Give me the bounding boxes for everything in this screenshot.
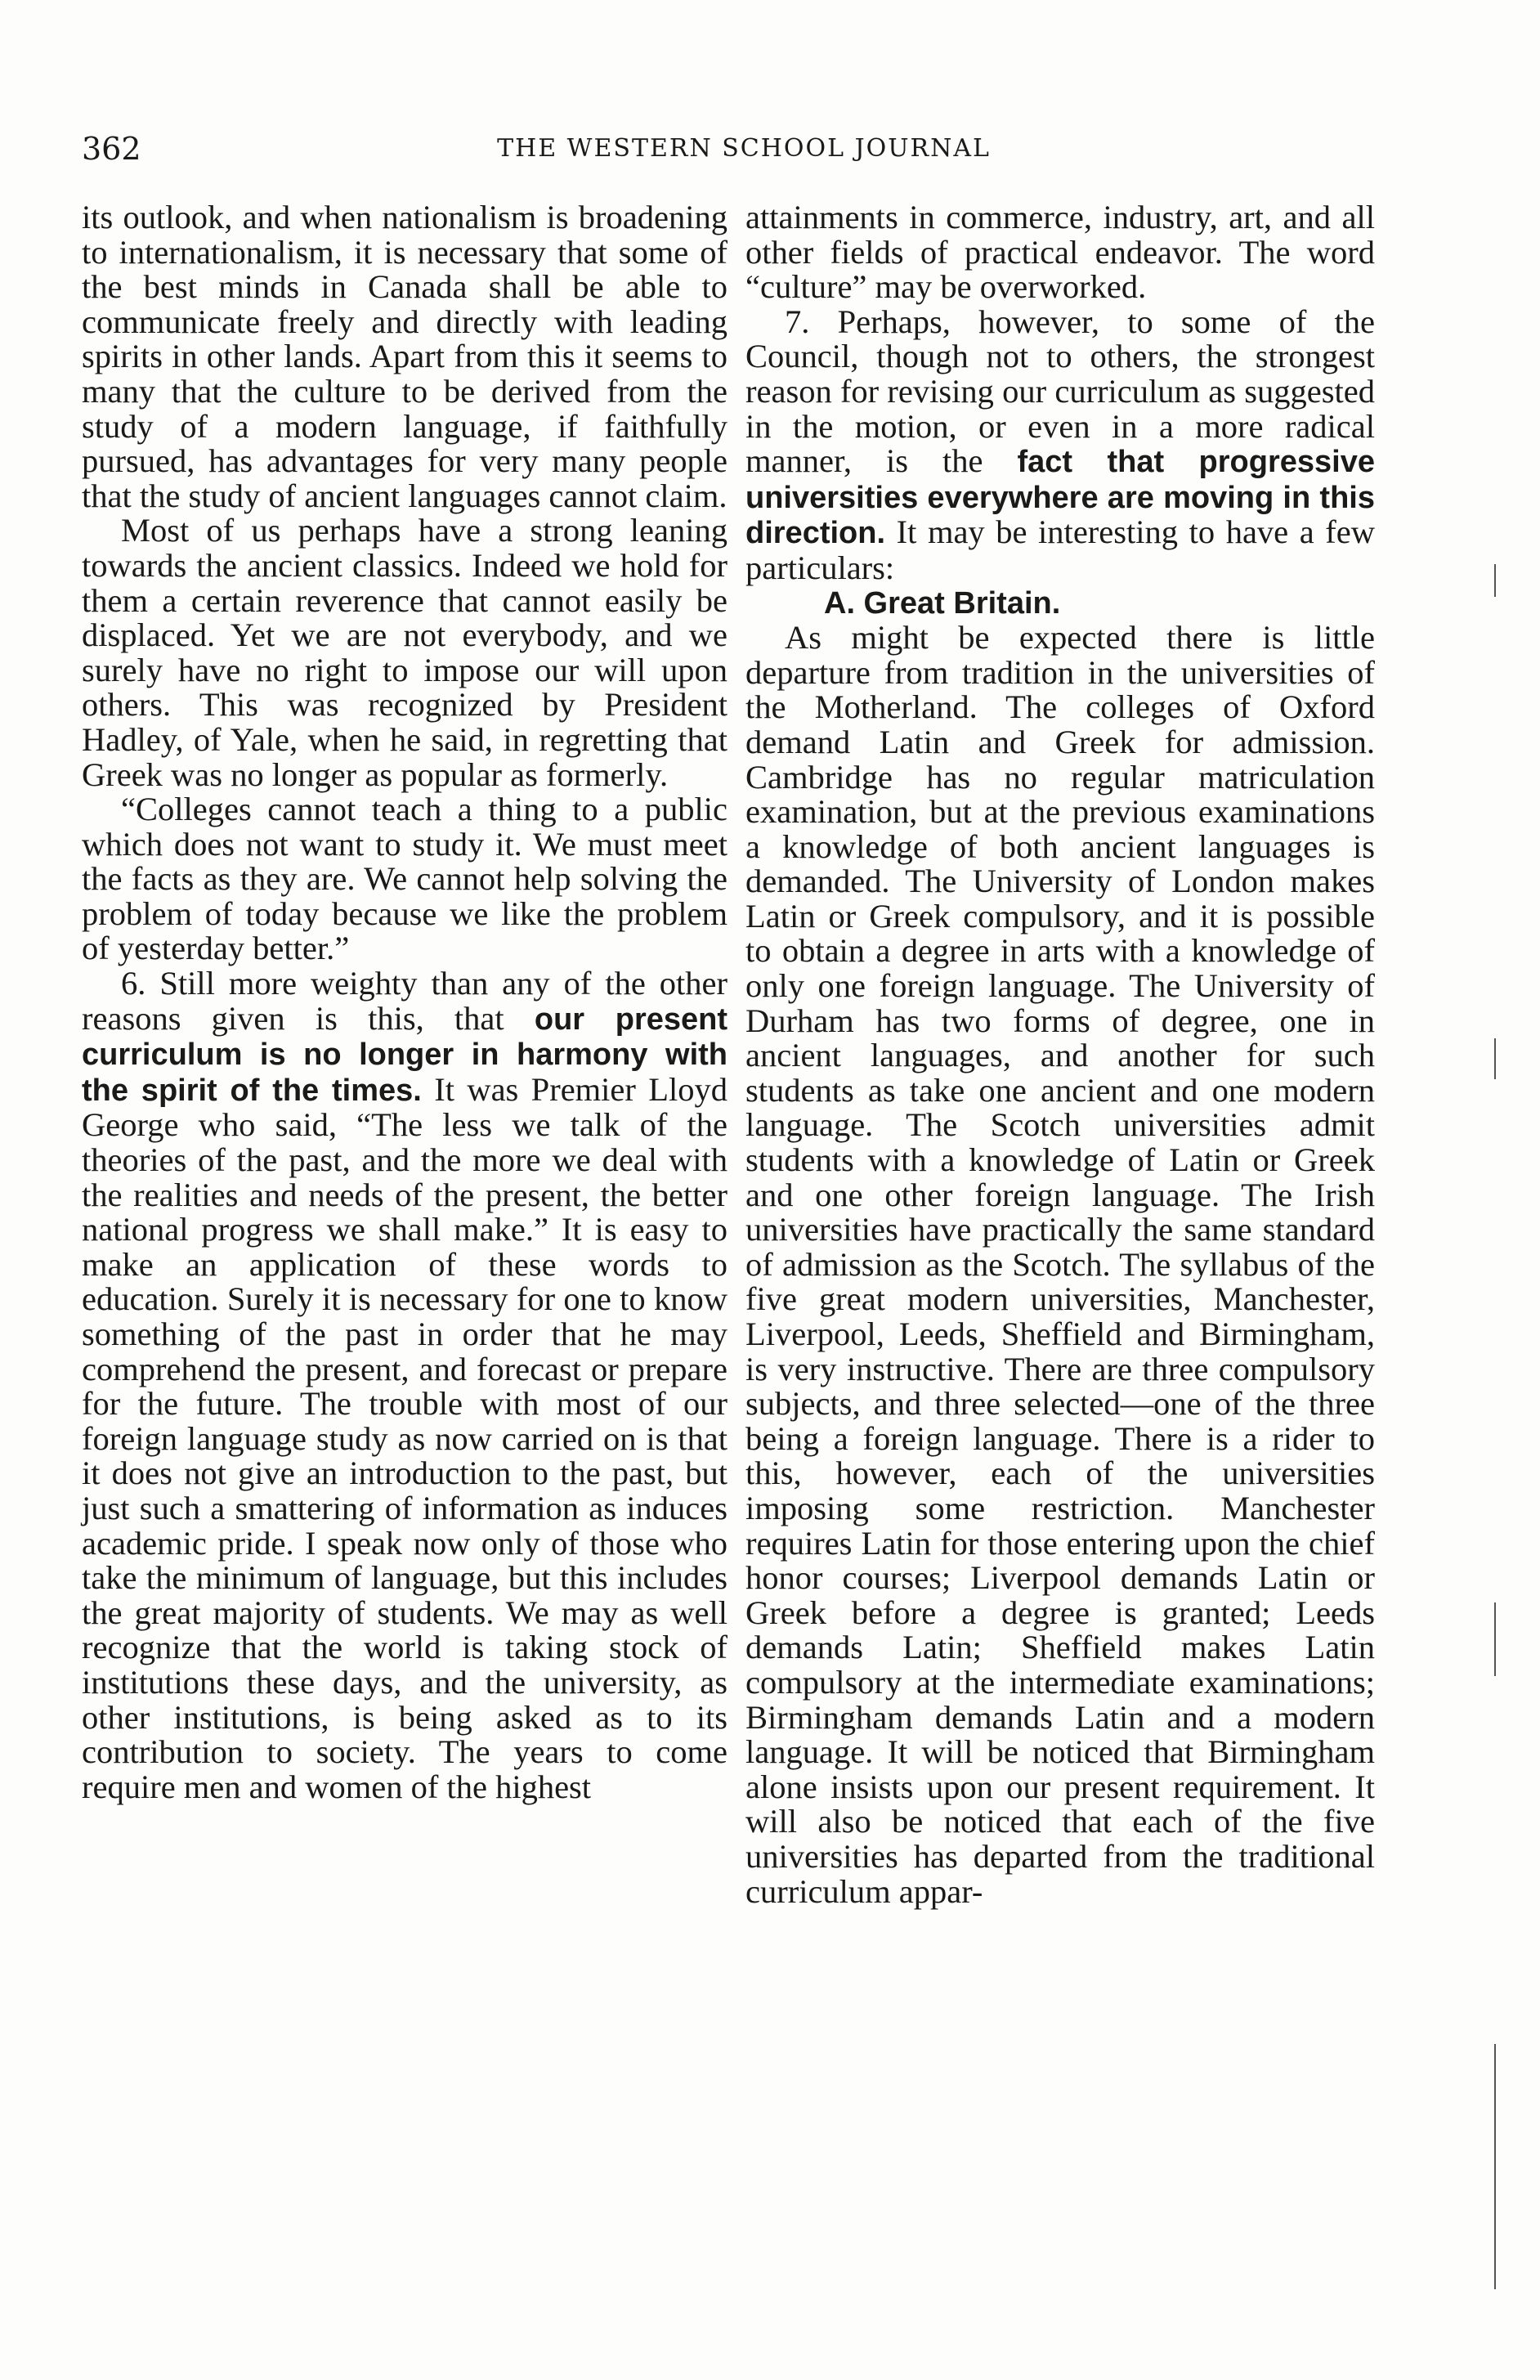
margin-mark bbox=[1494, 1602, 1496, 1676]
right-column bbox=[745, 200, 1375, 1909]
paragraph-ancient-classics: Most of us perhaps have a strong leaning towards the ancient classics. Indeed we hold for them a certain reverence that cannot easily be displaced. Yet we are not everybody, and we surely have no right to impose our will upon others. This was recognized by President Hadley, of Yale, when he said, in regretting that Greek was no longer as popular as formerly. bbox=[82, 512, 727, 793]
margin-mark bbox=[1494, 564, 1496, 597]
reason-7-continuation: It may be interesting to have a few particulars: bbox=[745, 513, 1375, 586]
reason-6-text: 6. Still more weighty than any of the other reasons given is this, that bbox=[82, 965, 727, 1037]
paragraph-great-britain: As might be expected there is little departure from tradition in the universities of the Motherland. The colleges of Oxford demand Latin and Greek for admission. Cambridge has no regular matriculation examination, but at the previous examinations a knowledge of both ancient languages is demanded. The University of London makes Latin or Greek compulsory, and it is possible to obtain a degree in arts with a knowledge of only one foreign language. The University of Durham has two forms of degree, one in ancient languages, and another for such students as take one ancient and one modern language. The Scotch universities admit students with a knowledge of Latin or Greek and one other foreign language. The Irish universities have practically the same standard of admission as the Scotch. The syllabus of the five great modern universities, Manchester, Liverpool, Leeds, Sheffield and Birmingham, is very instructive. There are three compulsory subjects, and three selected—one of the three being a foreign language. There is a rider to this, however, each of the universities imposing some restriction. Manchester requires Latin for those entering upon the chief honor courses; Liverpool demands Latin or Greek before a degree is granted; Leeds demands Latin; Sheffield makes Latin compulsory at the intermediate examinations; Birmingham demands Latin and a modern language. It will be noticed that Birmingham alone insists upon our present requirement. It will also be noticed that each of the five universities has departed from the traditional curriculum appar- bbox=[745, 619, 1375, 1910]
reason-6-continuation: It was Premier Lloyd George who said, “The less we talk of the theories of the past, and the more we deal with the realities and needs of the present, the better national progress we shall make.” It is easy to make an application of these words to education. Surely it is necessary for one to know something of the past in order that he may comprehend the present, and forecast or prepare for the future. The trouble with most of our foreign language study as now carried on is that it does not give an introduction to the past, but just such a smattering of information as induces academic pride. I speak now only of those who take the minimum of language, but this includes the great majority of students. We may as well recognize that the world is taking stock of institutions these days, and the university, as other institutions, is being asked as to its contribution to society. The years to come require men and women of the highest bbox=[82, 1070, 727, 1805]
paragraph-reason-7 bbox=[745, 305, 1375, 586]
paragraph-reason-6 bbox=[82, 966, 727, 1804]
paragraph-attainments: attainments in commerce, industry, art, and all other fields of practical endeavor. The word “culture” may be overworked. bbox=[745, 199, 1375, 306]
reason-7-emphasis: fact that progressive universities everywhere are moving in this direction. bbox=[745, 445, 1375, 551]
running-head bbox=[82, 131, 1406, 172]
left-column bbox=[82, 200, 727, 1804]
margin-mark bbox=[1494, 1038, 1496, 1079]
section-heading-great-britain: A. Great Britain. bbox=[824, 585, 1061, 621]
journal-title: THE WESTERN SCHOOL JOURNAL bbox=[497, 134, 991, 163]
quote-hadley: “Colleges cannot teach a thing to a public which does not want to study it. We must meet the facts as they are. We cannot help solving the problem of today because we like the problem of yesterday better.” bbox=[82, 791, 727, 967]
reason-7-text: 7. Perhaps, however, to some of the Council, though not to others, the strongest reason for revising our curriculum as suggested in the motion, or even in a more radical manner, is the bbox=[745, 303, 1375, 480]
paragraph-outlook: its outlook, and when nationalism is broadening to internationalism, it is necessary that some of the best minds in Canada shall be able to communicate freely and directly with leading spirits in other lands. Apart from this it seems to many that the culture to be derived from the study of a modern language, if faithfully pursued, has advantages for very many people that the study of ancient languages cannot claim. bbox=[82, 199, 727, 514]
margin-mark bbox=[1494, 2044, 1496, 2289]
reason-6-emphasis: our present curriculum is no longer in harmony with the spirit of the times. bbox=[82, 1002, 727, 1108]
page-number: 362 bbox=[82, 131, 141, 167]
